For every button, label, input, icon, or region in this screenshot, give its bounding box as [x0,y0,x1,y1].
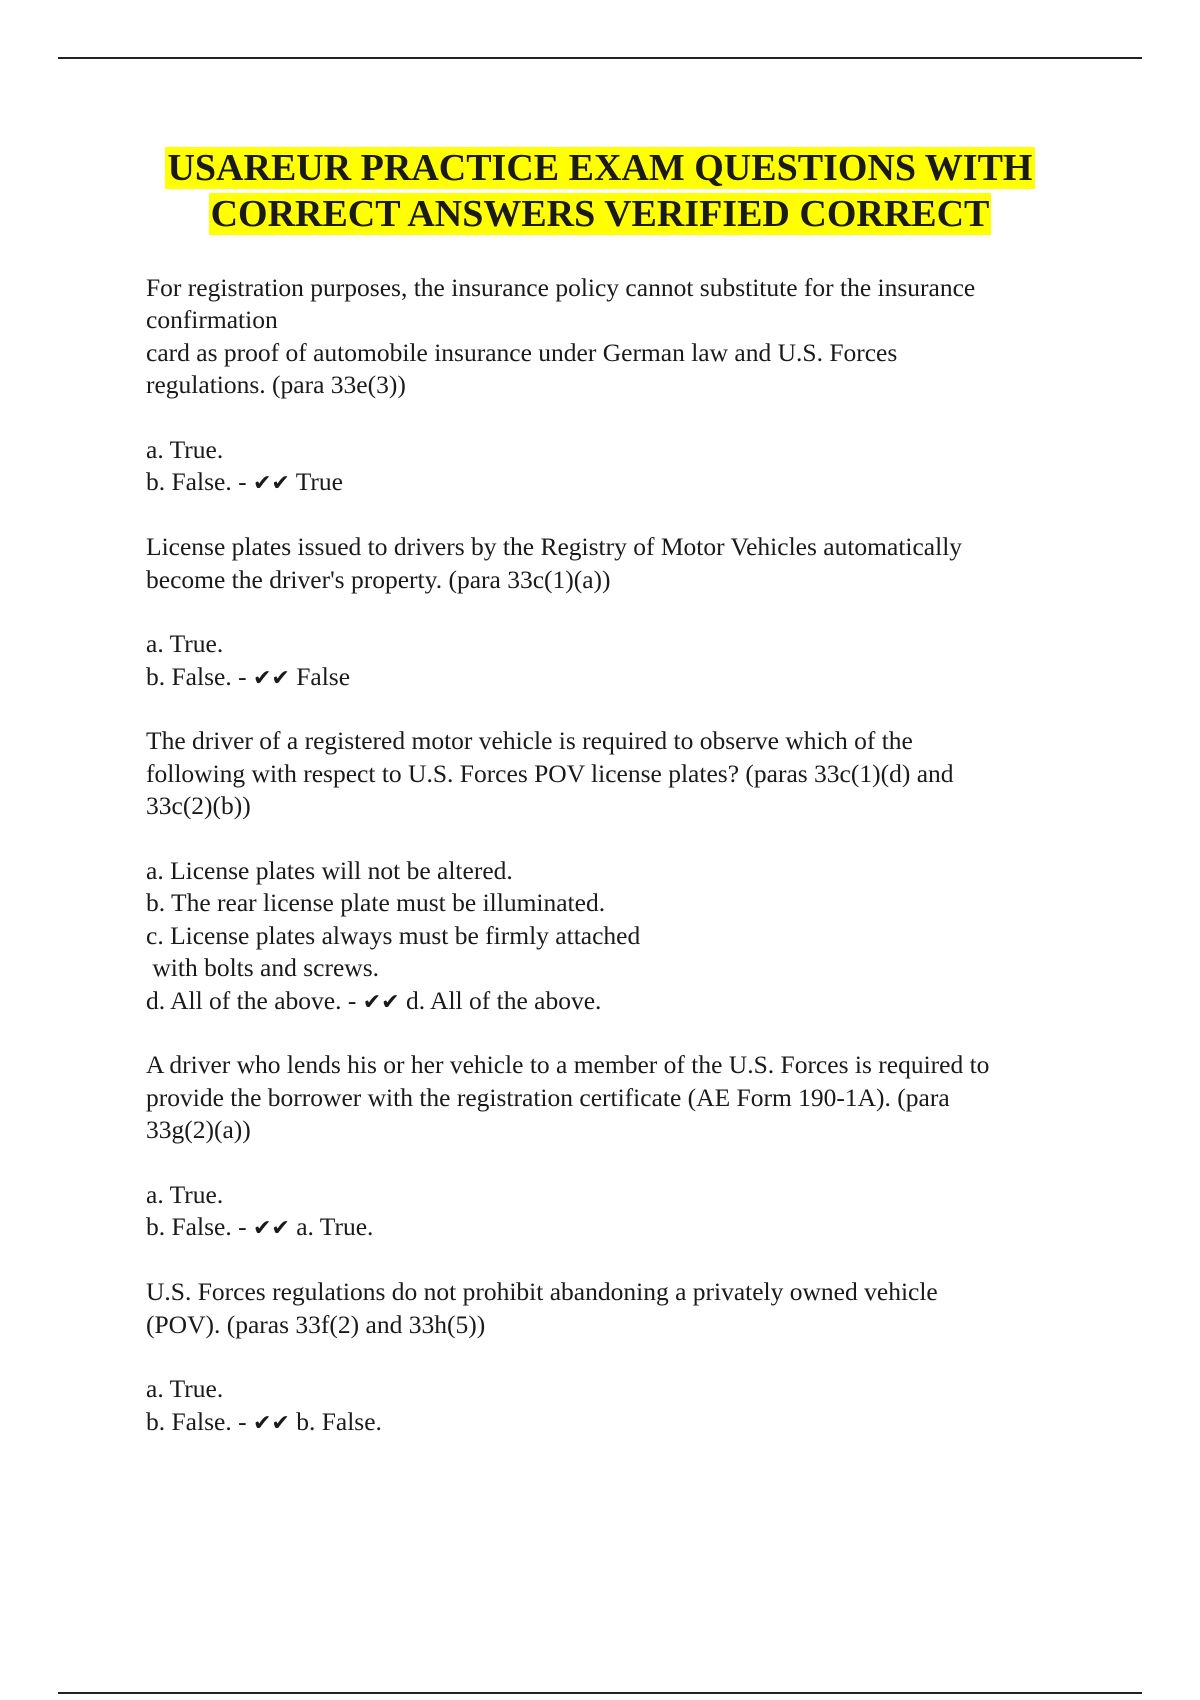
correct-answer: d. All of the above. [405,985,602,1015]
question-text-line: become the driver's property. (para 33c(1)(a)) [146,564,611,594]
answer-option: a. True. [146,629,224,659]
double-check-icon: ✔✔ [362,989,400,1015]
answer-option: a. True. [146,1179,224,1209]
question-text-line: following with respect to U.S. Forces POV license plates? (paras 33c(1)(d) and [146,758,954,788]
question-text-line: License plates issued to drivers by the Registry of Motor Vehicles automatically [146,532,963,562]
answer-option: d. All of the above. - [146,985,363,1015]
question-text-line: For registration purposes, the insurance policy cannot substitute for the insurance [146,273,976,302]
answer-option: a. True. [146,1374,224,1404]
question-block [146,272,1146,531]
answer-line [146,1211,1146,1243]
title-line-2: CORRECT ANSWERS VERIFIED CORRECT [210,193,990,235]
answer-line [146,661,1146,693]
question-block [146,725,1146,1049]
answer-option: c. License plates always must be firmly attached [146,920,641,950]
spacer [146,402,1146,434]
question-text-line: regulations. (para 33e(3)) [146,370,406,400]
answer-option: b. The rear license plate must be illuminated. [146,888,606,918]
question-text-line: 33g(2)(a)) [146,1115,251,1145]
question-text-line: 33c(2)(b)) [146,791,251,821]
question-list [146,272,1146,1438]
answer-option: a. License plates will not be altered. [146,856,513,886]
correct-answer: True [295,467,343,497]
double-check-icon: ✔✔ [252,1216,290,1242]
document-title [0,145,1200,237]
correct-answer: a. True. [296,1212,374,1242]
spacer [146,693,1146,725]
spacer [146,1341,1146,1373]
answer-option: b. False. - [146,661,253,691]
question-text-line: provide the borrower with the registration certificate (AE Form 190-1A). (para [146,1082,950,1112]
answer-option: a. True. [146,434,224,464]
answer-option: with bolts and screws. [146,953,380,983]
answer-line [146,1406,1146,1438]
answer-option: b. False. - [146,1406,253,1436]
answer-option: b. False. - [146,467,253,497]
spacer [146,1244,1146,1276]
spacer [146,499,1146,531]
question-text-line: confirmation [146,305,278,335]
correct-answer: False [296,661,351,691]
answer-option: b. False. - [146,1212,253,1242]
question-text-line: A driver who lends his or her vehicle to a member of the U.S. Forces is required to [146,1050,990,1080]
double-check-icon: ✔✔ [252,665,290,691]
spacer [146,823,1146,855]
correct-answer: b. False. [296,1406,382,1436]
question-text-line: U.S. Forces regulations do not prohibit abandoning a privately owned vehicle [146,1277,938,1307]
title-line-1: USAREUR PRACTICE EXAM QUESTIONS WITH [167,147,1033,189]
answer-line [146,985,1146,1017]
answer-line [146,466,1146,498]
question-block [146,531,1146,725]
question-block [146,1276,1146,1438]
question-block [146,1049,1146,1276]
footer-rule [58,1692,1142,1694]
question-text-line: The driver of a registered motor vehicle is required to observe which of the [146,726,913,756]
question-text-line: (POV). (paras 33f(2) and 33h(5)) [146,1309,486,1339]
double-check-icon: ✔✔ [252,471,290,497]
spacer [146,596,1146,628]
question-text-line: card as proof of automobile insurance under German law and U.S. Forces [146,337,898,367]
spacer [146,1017,1146,1049]
header-rule [58,57,1142,59]
double-check-icon: ✔✔ [252,1410,290,1436]
spacer [146,1147,1146,1179]
